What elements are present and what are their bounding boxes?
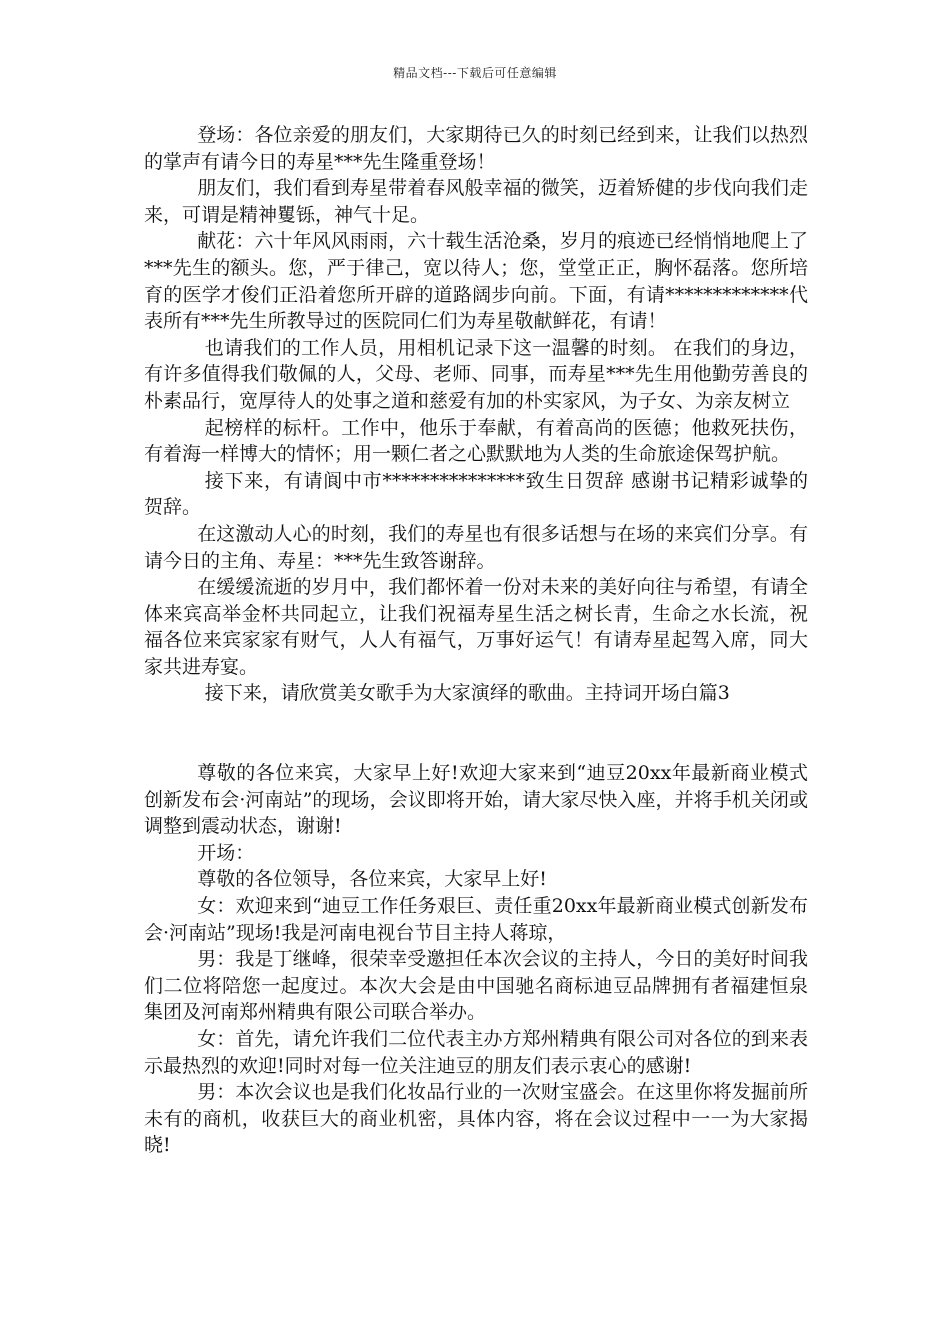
paragraph-female-host-intro: 女：欢迎来到“迪豆工作任务艰巨、责任重20xx年最新商业模式创新发布会·河南站”现场!我是河南电视台节目主持人蒋琼， (144, 895, 808, 944)
paragraph-greeting-speech: 接下来，有请阆中市***************致生日贺辞 感谢书记精彩诚挚的贺辞。 (144, 469, 808, 519)
paragraph-song: 接下来，请欣赏美女歌手为大家演绎的歌曲。主持词开场白篇3 (204, 682, 730, 705)
paragraph-flowers: 献花：六十年风风雨雨，六十载生活沧桑，岁月的痕迹已经悄悄地爬上了***先生的额头。您，严于律己，宽以待人；您，堂堂正正，胸怀磊落。您所培育的医学才俊们正沿着您所开辟的道路阔步向前。下面，有请*************代表所有***先生所教导过的医院同仁们为寿星敬献鲜花，有请！ (144, 230, 808, 333)
paragraph-male-host-business: 男：本次会议也是我们化妆品行业的一次财宝盛会。在这里你将发掘前所未有的商机，收获巨大的商业机密，具体内容，将在会议过程中一一为大家揭晓! (144, 1081, 808, 1157)
paragraph-toast: 在缓缓流逝的岁月中，我们都怀着一份对未来的美好向往与希望，有请全体来宾高举金杯共同起立，让我们祝福寿星生活之树长青，生命之水长流，祝福各位来宾家家有财气，人人有福气，万事好运气！有请寿星起驾入席，同大家共进寿宴。 (144, 576, 808, 678)
paragraph-friends: 朋友们，我们看到寿星带着春风般幸福的微笑，迈着矫健的步伐向我们走来，可谓是精神矍铄，神气十足。 (144, 177, 808, 226)
paragraph-photographer: 也请我们的工作人员，用相机记录下这一温馨的时刻。 在我们的身边，有许多值得我们敬佩的人，父母、老师、同事，而寿星***先生用他勤劳善良的朴素品行，宽厚待人的处事之道和慈爱有加的朴实家风，为子女、为亲友树立 (144, 336, 808, 412)
paragraph-male-host-intro: 男：我是丁继峰，很荣幸受邀担任本次会议的主持人，今日的美好时间我们二位将陪您一起度过。本次大会是由中国驰名商标迪豆品牌拥有者福建恒泉集团及河南郑州精典有限公司联合举办。 (144, 948, 808, 1024)
paragraph-role-model: 起榜样的标杆。工作中，他乐于奉献，有着高尚的医德；他救死扶伤，有着海一样博大的情怀；用一颗仁者之心默默地为人类的生命旅途保驾护航。 (144, 416, 808, 466)
document-body (144, 122, 808, 1159)
paragraph-salutation: 尊敬的各位领导，各位来宾，大家早上好! (197, 868, 547, 891)
paragraph-entrance: 登场：各位亲爱的朋友们，大家期待已久的时刻已经到来，让我们以热烈的掌声有请今日的寿星***先生隆重登场！ (144, 124, 808, 173)
paragraph-female-host-welcome: 女：首先，请允许我们二位代表主办方郑州精典有限公司对各位的到来表示最热烈的欢迎!同时对每一位关注迪豆的朋友们表示衷心的感谢! (144, 1028, 808, 1077)
paragraph-welcome: 尊敬的各位来宾，大家早上好!欢迎大家来到“迪豆20xx年最新商业模式创新发布会·河南站”的现场，会议即将开始，请大家尽快入座，并将手机关闭或调整到震动状态，谢谢! (144, 762, 808, 838)
paragraph-thanks-speech: 在这激动人心的时刻，我们的寿星也有很多话想与在场的来宾们分享。有请今日的主角、寿星：***先生致答谢辞。 (144, 522, 808, 572)
page-header: 精品文档---下载后可任意编辑 (393, 66, 557, 80)
paragraph-opening-label: 开场： (197, 841, 255, 864)
section-gap (144, 707, 808, 760)
